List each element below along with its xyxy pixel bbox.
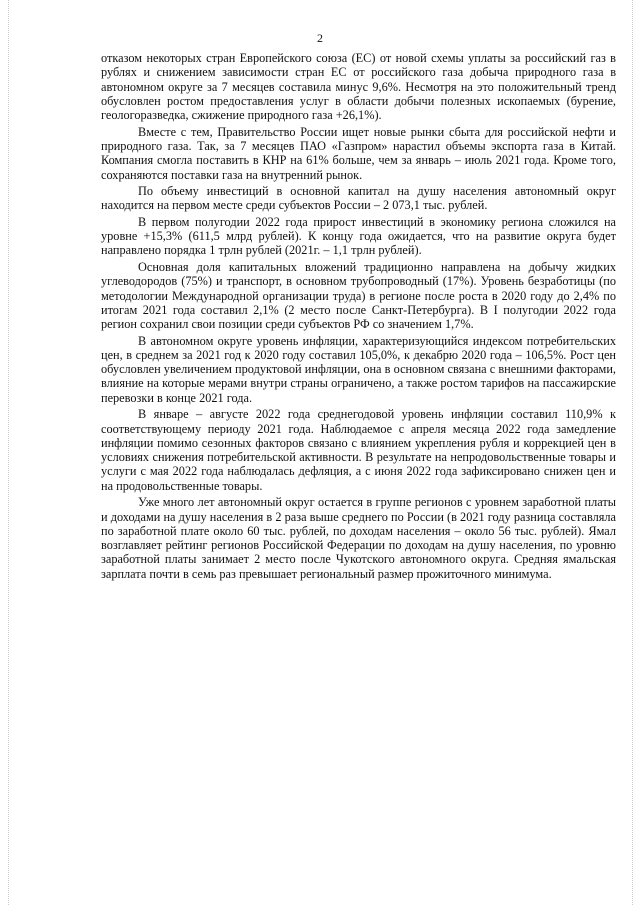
scan-edge-left <box>8 0 10 905</box>
paragraph: Вместе с тем, Правительство России ищет новые рынки сбыта для российской нефти и природного газа. Так, за 7 месяцев ПАО «Газпром» нарастил объемы экспорта газа в Китай. Компания смогла поставить в КНР на 61% больше, чем за январь – июль 2021 года. Кроме того, сохраняются поставки газа на внутренний рынок. <box>101 124 616 182</box>
page-number: 2 <box>317 31 323 45</box>
body-text <box>101 51 616 583</box>
scan-edge-right <box>632 0 634 905</box>
paragraph: В январе – августе 2022 года среднегодовой уровень инфляции составил 110,9% к соответствующему периоду 2021 года. Наблюдаемое с апреля месяца 2022 года замедление инфляции помимо сезонных факторов связано с влиянием укрепления рубля и коррекцией цен в условиях снижения потребительской активности. В результате на непродовольственные товары и услуги с мая 2022 года наблюдалась дефляция, а с июня 2022 года зафиксировано снижен цен и на продовольственные товары. <box>101 407 616 493</box>
paragraph: Уже много лет автономный округ остается в группе регионов с уровнем заработной платы и доходами на душу населения в 2 раза выше среднего по России (в 2021 году разница составляла по заработной плате около 60 тыс. рублей, по доходам населения – около 56 тыс. рублей). Ямал возглавляет рейтинг регионов Российской Федерации по доходам на душу населения, по уровню заработной платы занимает 2 место после Чукотского автономного округа. Средняя ямальская зарплата почти в семь раз превышает региональный размер прожиточного минимума. <box>101 495 616 581</box>
paragraph: отказом некоторых стран Европейского союза (ЕС) от новой схемы уплаты за российский газ в рублях и снижением зависимости стран ЕС от российского газа добыча природного газа в автономном округе за 7 месяцев составила минус 9,6%. Несмотря на это положительный тренд обусловлен ростом предоставления услуг в области добычи полезных ископаемых (бурение, геологоразведка, сжижение природного газа +26,1%). <box>101 51 616 123</box>
paragraph: В автономном округе уровень инфляции, характеризующийся индексом потребительских цен, в среднем за 2021 год к 2020 году составил 105,0%, к декабрю 2020 года – 106,5%. Рост цен обусловлен увеличением продуктовой инфляции, она в основном связана с внешними факторами, влияние на которые мерами внутри страны ограничено, а также ростом тарифов на пассажирские перевозки в конце 2021 года. <box>101 333 616 405</box>
paragraph: В первом полугодии 2022 года прирост инвестиций в экономику региона сложился на уровне +15,3% (611,5 млрд рублей). К концу года ожидается, что на развитие округа будет направлено порядка 1 трлн рублей (2021г. – 1,1 трлн рублей). <box>101 214 616 258</box>
paragraph: По объему инвестиций в основной капитал на душу населения автономный округ находится на первом месте среди субъектов России – 2 073,1 тыс. рублей. <box>101 184 616 213</box>
paragraph: Основная доля капитальных вложений традиционно направлена на добычу жидких углеводородов (75%) и транспорт, в основном трубопроводный (17%). Уровень безработицы (по методологии Международной организации труда) в регионе после роста в 2020 году до 2,4% по итогам 2021 года составил 2,1% (2 место после Санкт-Петербурга). В I полугодии 2022 года регион сохранил свои позиции среди субъектов РФ со значением 1,7%. <box>101 259 616 332</box>
